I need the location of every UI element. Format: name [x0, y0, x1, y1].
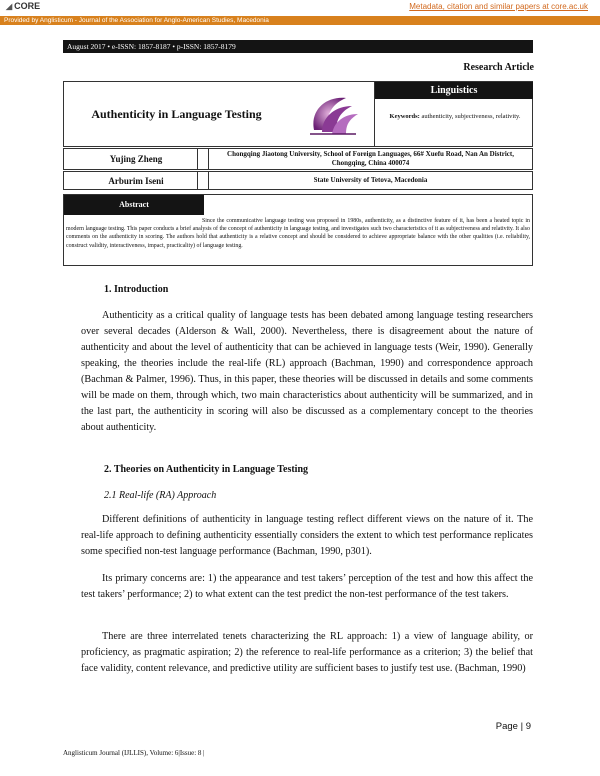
journal-logo-icon	[304, 90, 362, 140]
author-row	[63, 171, 533, 190]
author-affiliation: State University of Tetova, Macedonia	[313, 176, 428, 184]
keywords-label: Keywords:	[389, 113, 420, 120]
issn-text: August 2017 • e-ISSN: 1857-8187 • p-ISSN: 1857-8179	[67, 42, 236, 51]
abstract-box	[63, 194, 533, 266]
page-number: Page | 9	[495, 721, 531, 732]
author-row	[63, 148, 533, 170]
paragraph: Different definitions of authenticity in language testing reflect different views on the nature of it. The real-life approach to defining authenticity essentially considers the extent to which test performance replicates some specified non-test language performance (Bachman, 1990, p301).	[81, 514, 533, 557]
core-logo[interactable]	[6, 1, 40, 11]
keywords	[381, 112, 529, 121]
provided-by-text[interactable]: Provided by Anglisticum - Journal of the Association for Anglo-American Studies, Macedonia	[4, 17, 269, 24]
article-type: Research Article	[463, 62, 534, 73]
author-name: Yujing Zheng	[64, 149, 209, 169]
article-header-box	[63, 81, 533, 147]
keywords-value: authenticity, subjectiveness, relativity.	[421, 113, 521, 120]
author-affiliation: Chongqing Jiaotong University, School of Foreign Languages, 66# Xuefu Road, Nan An District, Chongqing, China 400074	[227, 150, 514, 167]
author-name: Arburim Iseni	[64, 172, 209, 189]
abstract-label: Abstract	[64, 195, 204, 215]
subject-label: Linguistics	[375, 82, 533, 99]
journal-footer: Anglisticum Journal (IJLLIS), Volume: 6|Issue: 8 |	[63, 749, 205, 757]
issn-bar	[63, 40, 533, 53]
abstract-text: Since the communicative language testing was proposed in 1980s, authenticity, as a distinctive feature of it, has been a heated topic in modern language testing. This paper conducts a brief analysis of the concept of authenticity in language testing, and investigates such two characteristics of it as subjectiveness and relativity. It also comments on the authenticity in scoring. The authors hold that authenticity is a relative concept and should be considered to achieve appropriate balance with the other qualities (i.e. reliability, construct validity, interactiveness, impact, practicality) of language testing.	[66, 218, 530, 249]
section-heading: 1. Introduction	[104, 284, 169, 295]
core-metadata-link[interactable]: Metadata, citation and similar papers at core.ac.uk	[409, 2, 588, 11]
article-title: Authenticity in Language Testing	[91, 106, 262, 121]
paragraph: There are three interrelated tenets characterizing the RL approach: 1) a view of language ability, or proficiency, as pragmatic aspiration; 2) the reference to real-life performance as a criterion; 3) the belief that face validity, content relevance, and predictive utility are sufficient bases to justify test use. (Bachman, 1990)	[81, 631, 533, 674]
subject-panel	[374, 82, 533, 146]
paragraph: Its primary concerns are: 1) the appearance and test takers’ perception of the test and how this affect the test takers’ performance; 2) to what extent can the test predict the non-test performance of the test takers.	[81, 573, 533, 600]
core-header	[0, 0, 600, 16]
core-logo-icon: ◢	[6, 1, 13, 11]
section-heading: 2. Theories on Authenticity in Language Testing	[104, 464, 309, 475]
provided-by-bar	[0, 16, 600, 25]
paragraph: Authenticity as a critical quality of language tests has been debated among language testing researchers over several decades (Alderson & Wall, 2000). Nevertheless, there is disagreement about the nature of authenticity and about the level of authenticity that can be achieved in language tests (Weir, 1990). Generally speaking, the theories include the real-life (RL) approach (Bachman, 1990) and correspondence approach (Bachman & Palmer, 1996). Thus, in this paper, these theories will be discussed in details and some comments will be made on them, through which, two main characteristics about authenticity will be summarized, and in the last part, the authenticity in scoring will also be discussed as a complementary concept to the theories about authenticity.	[81, 310, 533, 433]
subsection-heading: 2.1 Real-life (RA) Approach	[104, 490, 217, 501]
core-logo-text: CORE	[14, 1, 41, 11]
